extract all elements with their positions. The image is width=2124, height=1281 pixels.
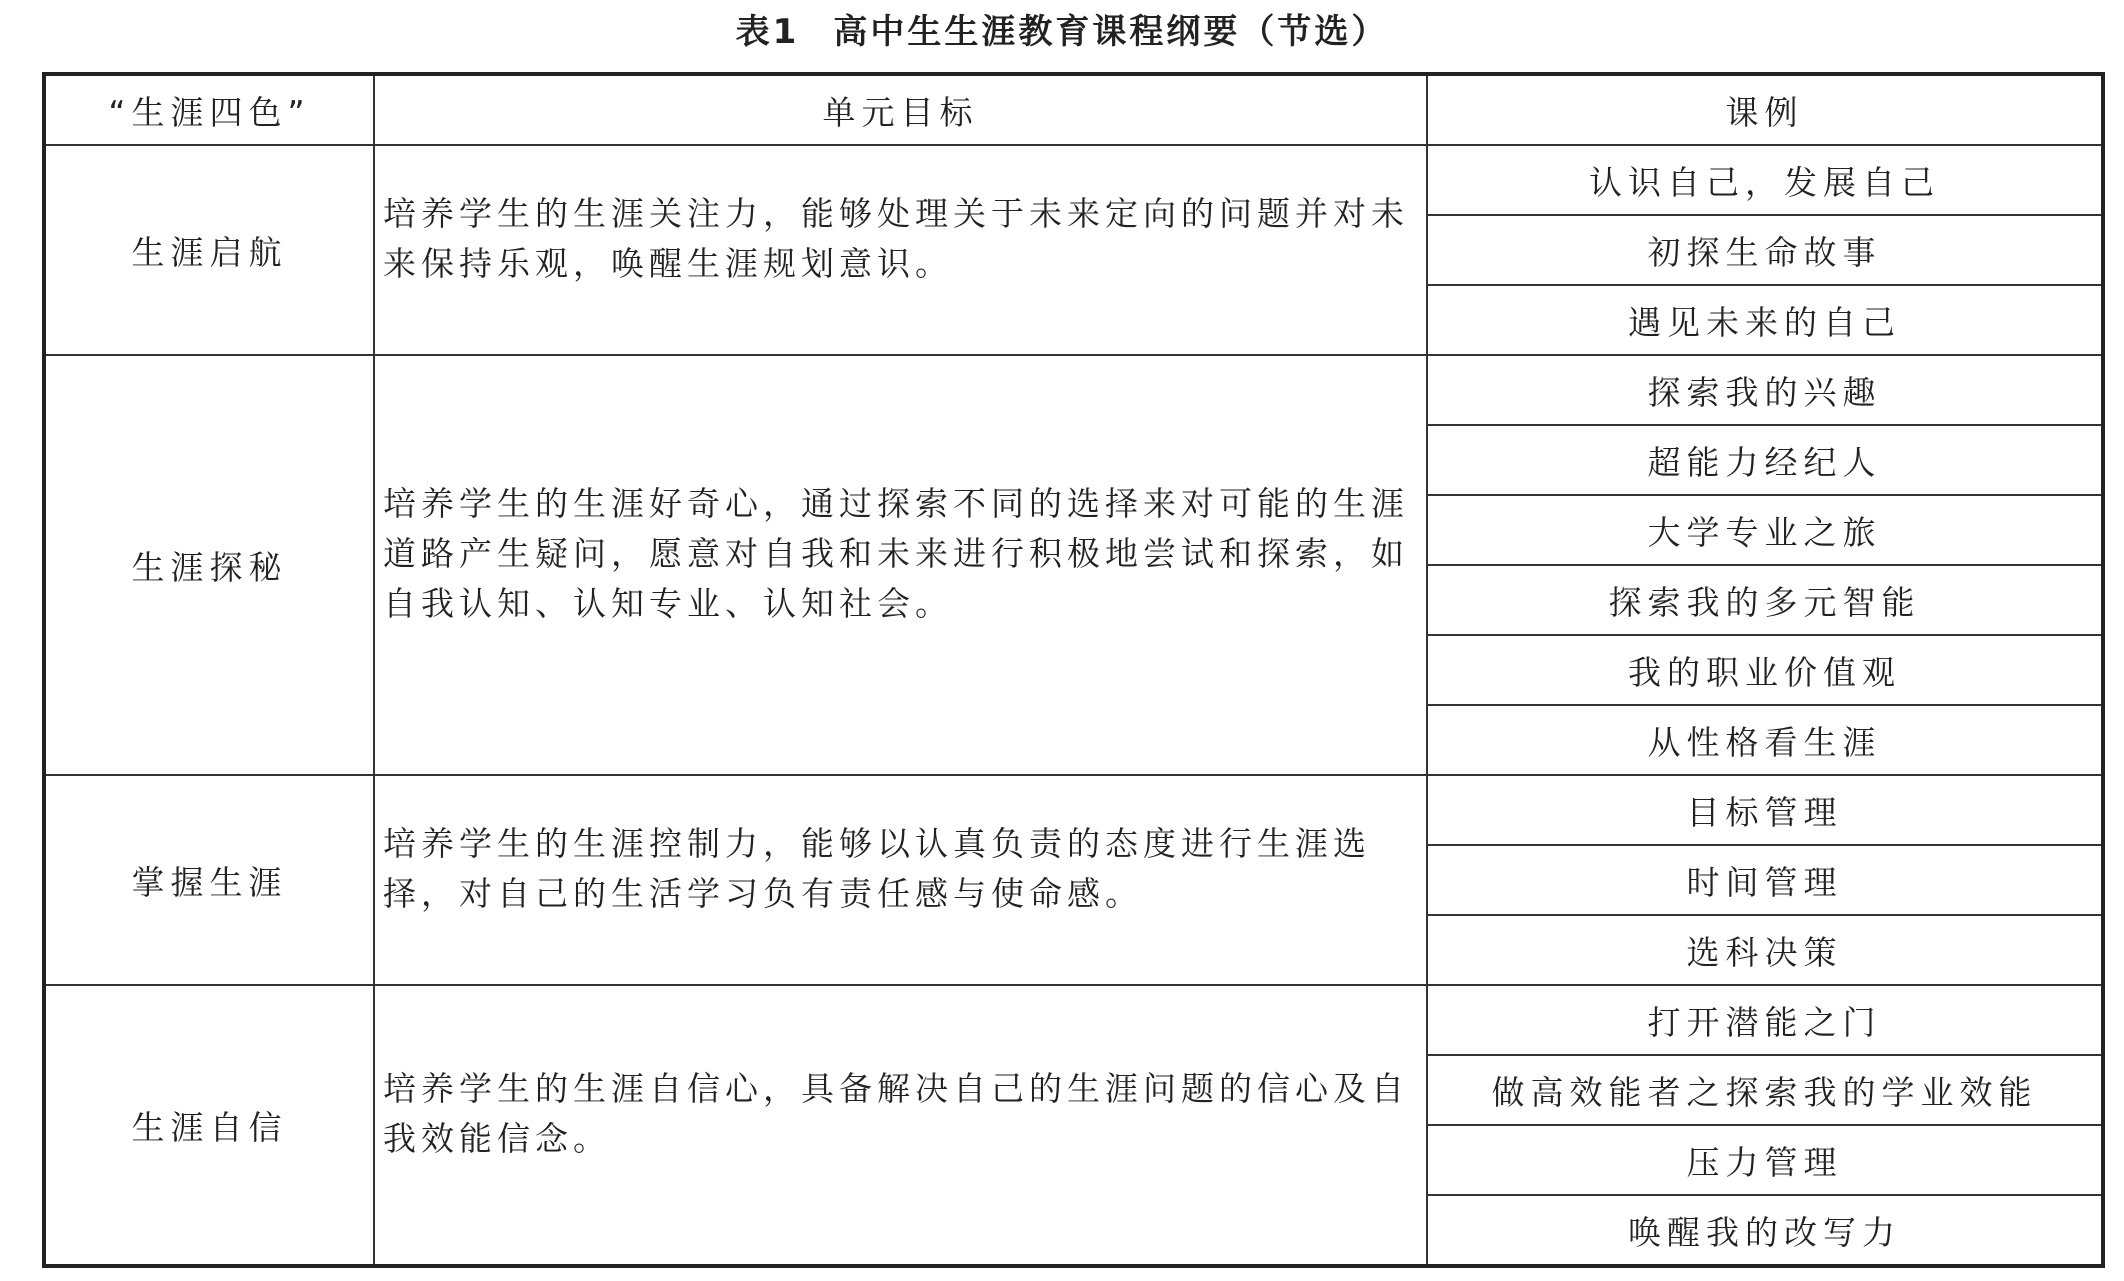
group-goal: 培养学生的生涯关注力，能够处理关于未来定向的问题并对未来保持乐观，唤醒生涯规划意识。 [374,145,1427,355]
lesson-cell: 打开潜能之门 [1427,985,2103,1055]
lesson-cell: 探索我的多元智能 [1427,565,2103,635]
table-caption [0,4,2124,60]
lesson-cell: 唤醒我的改写力 [1427,1195,2103,1266]
group-name: 生涯启航 [44,145,374,355]
lesson-cell: 探索我的兴趣 [1427,355,2103,425]
curriculum-table [42,72,2105,1268]
lesson-cell: 大学专业之旅 [1427,495,2103,565]
group-name: 生涯自信 [44,985,374,1266]
lesson-cell: 我的职业价值观 [1427,635,2103,705]
table-row [44,355,2103,425]
table-row [44,775,2103,845]
table-number: 表1 [735,12,800,52]
header-unit-goal: 单元目标 [374,74,1427,145]
header-row [44,74,2103,145]
group-goal: 培养学生的生涯自信心，具备解决自己的生涯问题的信心及自我效能信念。 [374,985,1427,1266]
group-goal: 培养学生的生涯控制力，能够以认真负责的态度进行生涯选择，对自己的生活学习负有责任感与使命感。 [374,775,1427,985]
lesson-cell: 目标管理 [1427,775,2103,845]
lesson-cell: 超能力经纪人 [1427,425,2103,495]
lesson-cell: 选科决策 [1427,915,2103,985]
lesson-cell: 从性格看生涯 [1427,705,2103,775]
table-row [44,145,2103,215]
group-name: 掌握生涯 [44,775,374,985]
header-career-colors: “生涯四色” [44,74,374,145]
group-name: 生涯探秘 [44,355,374,775]
group-goal: 培养学生的生涯好奇心，通过探索不同的选择来对可能的生涯道路产生疑问，愿意对自我和未来进行积极地尝试和探索，如自我认知、认知专业、认知社会。 [374,355,1427,775]
lesson-cell: 压力管理 [1427,1125,2103,1195]
lesson-cell: 初探生命故事 [1427,215,2103,285]
lesson-cell: 认识自己，发展自己 [1427,145,2103,215]
lesson-cell: 遇见未来的自己 [1427,285,2103,355]
header-lessons: 课例 [1427,74,2103,145]
table-title: 高中生生涯教育课程纲要（节选） [833,12,1389,52]
lesson-cell: 做高效能者之探索我的学业效能 [1427,1055,2103,1125]
table-row [44,985,2103,1055]
lesson-cell: 时间管理 [1427,845,2103,915]
